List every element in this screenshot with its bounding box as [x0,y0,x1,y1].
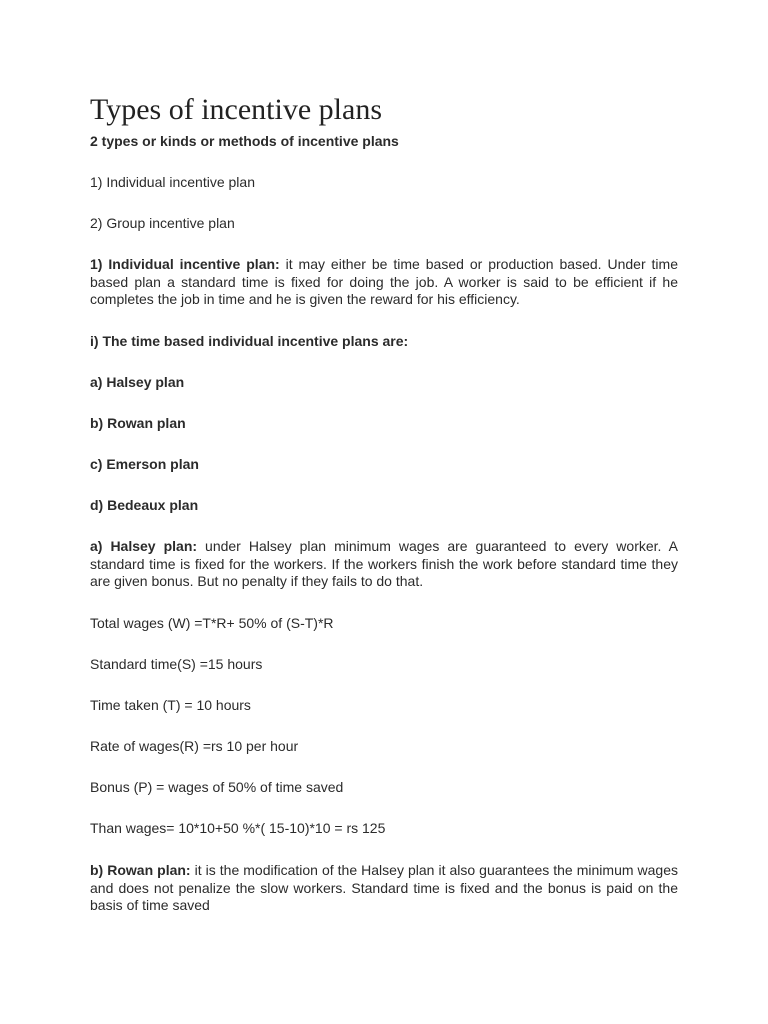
halsey-plan-text: under Halsey plan minimum wages are guaranteed to every worker. A standard time is fixed for the workers. If the workers finish the work before standard time they are given bonus. But no penalty if they fails to do that. [90,538,678,589]
halsey-plan-paragraph [90,538,678,591]
plan-item-rowan: b) Rowan plan [90,415,186,431]
list-item-group: 2) Group incentive plan [90,215,235,231]
rowan-plan-heading: b) Rowan plan: [90,862,191,878]
bonus-definition: Bonus (P) = wages of 50% of time saved [90,779,344,795]
individual-plan-heading: 1) Individual incentive plan: [90,256,280,272]
wages-calculation: Than wages= 10*10+50 %*( 15-10)*10 = rs 125 [90,820,386,836]
time-taken-value: Time taken (T) = 10 hours [90,697,251,713]
time-based-heading: i) The time based individual incentive plans are: [90,333,409,349]
rowan-plan-paragraph [90,862,678,915]
individual-plan-text: it may either be time based or production based. Under time based plan a standard time is fixed for doing the job. A worker is said to be efficient if he completes the job in time and he is given the reward for his efficiency. [90,256,678,307]
plan-item-emerson: c) Emerson plan [90,456,199,472]
individual-plan-paragraph [90,256,678,309]
document-title: Types of incentive plans [90,93,382,126]
rate-of-wages-value: Rate of wages(R) =rs 10 per hour [90,738,299,754]
halsey-plan-heading: a) Halsey plan: [90,538,198,554]
document-subtitle: 2 types or kinds or methods of incentive plans [90,133,399,149]
rowan-plan-text: it is the modification of the Halsey plan it also guarantees the minimum wages and does not penalize the slow workers. Standard time is fixed and the bonus is paid on the basis of time saved [90,862,679,913]
plan-item-halsey: a) Halsey plan [90,374,185,390]
formula-total-wages: Total wages (W) =T*R+ 50% of (S-T)*R [90,615,334,631]
standard-time-value: Standard time(S) =15 hours [90,656,263,672]
plan-item-bedeaux: d) Bedeaux plan [90,497,199,513]
list-item-individual: 1) Individual incentive plan [90,174,255,190]
